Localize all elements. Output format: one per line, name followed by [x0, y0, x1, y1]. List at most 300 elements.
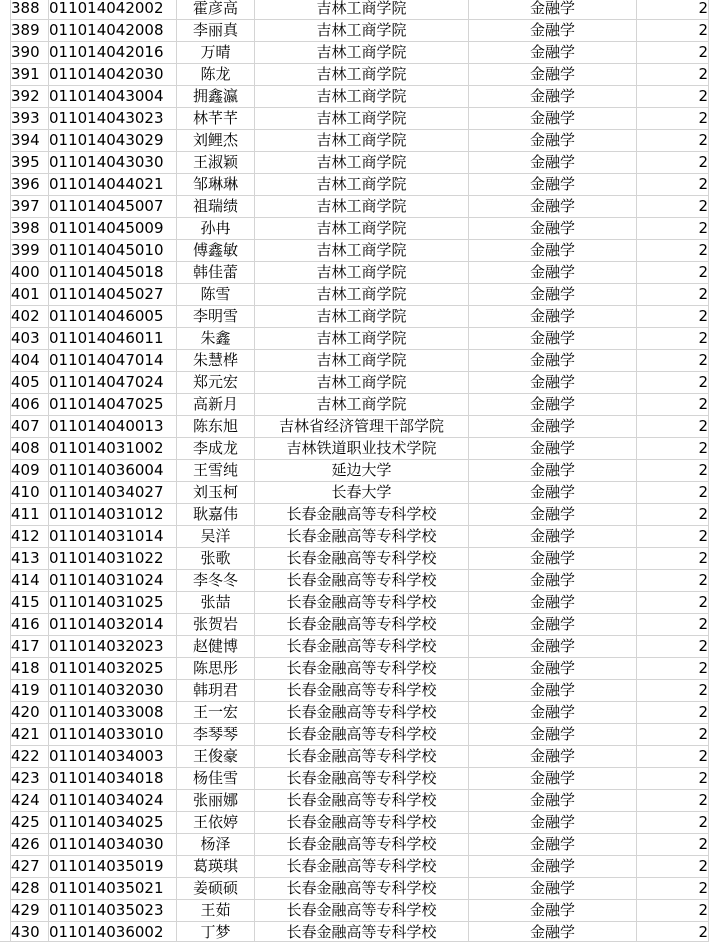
row-number-cell: 424 [11, 790, 49, 812]
row-number-cell: 402 [11, 306, 49, 328]
batch-cell: 2 [637, 64, 709, 86]
row-number-cell: 408 [11, 438, 49, 460]
exam-id-cell: 011014034025 [49, 812, 177, 834]
school-name-cell: 吉林铁道职业技术学院 [255, 438, 469, 460]
exam-id-cell: 011014045027 [49, 284, 177, 306]
student-name-cell: 赵健博 [177, 636, 255, 658]
exam-id-cell: 011014031014 [49, 526, 177, 548]
major-cell: 金融学 [469, 614, 637, 636]
row-number-cell: 399 [11, 240, 49, 262]
student-name-cell: 霍彦高 [177, 0, 255, 20]
school-name-cell: 长春金融高等专科学校 [255, 746, 469, 768]
school-name-cell: 吉林工商学院 [255, 86, 469, 108]
student-name-cell: 刘鲤杰 [177, 130, 255, 152]
row-number-cell: 422 [11, 746, 49, 768]
batch-cell: 2 [637, 438, 709, 460]
major-cell: 金融学 [469, 746, 637, 768]
student-name-cell: 陈雪 [177, 284, 255, 306]
exam-id-cell: 011014032014 [49, 614, 177, 636]
table-row [11, 900, 709, 922]
student-name-cell: 张丽娜 [177, 790, 255, 812]
batch-cell: 2 [637, 614, 709, 636]
batch-cell: 2 [637, 592, 709, 614]
major-cell: 金融学 [469, 460, 637, 482]
row-number-cell: 425 [11, 812, 49, 834]
table-row [11, 504, 709, 526]
table-row [11, 196, 709, 218]
major-cell: 金融学 [469, 174, 637, 196]
batch-cell: 2 [637, 196, 709, 218]
table-row [11, 64, 709, 86]
table-row [11, 614, 709, 636]
row-number-cell: 415 [11, 592, 49, 614]
major-cell: 金融学 [469, 20, 637, 42]
school-name-cell: 长春金融高等专科学校 [255, 724, 469, 746]
table-row [11, 482, 709, 504]
row-number-cell: 395 [11, 152, 49, 174]
major-cell: 金融学 [469, 218, 637, 240]
batch-cell: 2 [637, 878, 709, 900]
school-name-cell: 长春金融高等专科学校 [255, 680, 469, 702]
student-name-cell: 韩玥君 [177, 680, 255, 702]
major-cell: 金融学 [469, 922, 637, 944]
school-name-cell: 长春金融高等专科学校 [255, 548, 469, 570]
batch-cell: 2 [637, 746, 709, 768]
school-name-cell: 吉林工商学院 [255, 240, 469, 262]
student-name-cell: 陈东旭 [177, 416, 255, 438]
school-name-cell: 吉林工商学院 [255, 108, 469, 130]
student-name-cell: 张喆 [177, 592, 255, 614]
school-name-cell: 吉林工商学院 [255, 130, 469, 152]
batch-cell: 2 [637, 218, 709, 240]
exam-id-cell: 011014035021 [49, 878, 177, 900]
student-name-cell: 丁梦 [177, 922, 255, 944]
next-row-partial [0, 941, 709, 947]
batch-cell: 2 [637, 900, 709, 922]
row-number-cell: 416 [11, 614, 49, 636]
exam-id-cell: 011014047025 [49, 394, 177, 416]
exam-id-cell: 011014044021 [49, 174, 177, 196]
school-name-cell: 吉林工商学院 [255, 372, 469, 394]
school-name-cell: 吉林工商学院 [255, 42, 469, 64]
row-number-cell: 411 [11, 504, 49, 526]
major-cell: 金融学 [469, 284, 637, 306]
batch-cell: 2 [637, 834, 709, 856]
student-name-cell: 杨泽 [177, 834, 255, 856]
school-name-cell: 吉林工商学院 [255, 262, 469, 284]
batch-cell: 2 [637, 724, 709, 746]
table-row [11, 0, 709, 20]
major-cell: 金融学 [469, 350, 637, 372]
student-name-cell: 陈龙 [177, 64, 255, 86]
major-cell: 金融学 [469, 702, 637, 724]
row-number-cell: 393 [11, 108, 49, 130]
major-cell: 金融学 [469, 394, 637, 416]
school-name-cell: 长春金融高等专科学校 [255, 812, 469, 834]
student-name-cell: 朱鑫 [177, 328, 255, 350]
student-name-cell: 祖瑞绩 [177, 196, 255, 218]
major-cell: 金融学 [469, 86, 637, 108]
school-name-cell: 长春金融高等专科学校 [255, 856, 469, 878]
school-name-cell: 长春金融高等专科学校 [255, 592, 469, 614]
student-name-cell: 李冬冬 [177, 570, 255, 592]
school-name-cell: 长春金融高等专科学校 [255, 878, 469, 900]
student-name-cell: 李琴琴 [177, 724, 255, 746]
row-number-cell: 412 [11, 526, 49, 548]
exam-id-cell: 011014045018 [49, 262, 177, 284]
exam-id-cell: 011014042016 [49, 42, 177, 64]
table-row [11, 328, 709, 350]
batch-cell: 2 [637, 768, 709, 790]
exam-id-cell: 011014034024 [49, 790, 177, 812]
table-row [11, 592, 709, 614]
exam-id-cell: 011014031025 [49, 592, 177, 614]
exam-id-cell: 011014033008 [49, 702, 177, 724]
table-body [11, 0, 709, 944]
school-name-cell: 长春大学 [255, 482, 469, 504]
row-number-cell: 420 [11, 702, 49, 724]
table-row [11, 856, 709, 878]
table-row [11, 812, 709, 834]
batch-cell: 2 [637, 416, 709, 438]
table-row [11, 130, 709, 152]
exam-id-cell: 011014031012 [49, 504, 177, 526]
school-name-cell: 长春金融高等专科学校 [255, 790, 469, 812]
exam-id-cell: 011014045009 [49, 218, 177, 240]
batch-cell: 2 [637, 306, 709, 328]
exam-id-cell: 011014043029 [49, 130, 177, 152]
major-cell: 金融学 [469, 0, 637, 20]
exam-id-cell: 011014047014 [49, 350, 177, 372]
batch-cell: 2 [637, 240, 709, 262]
major-cell: 金融学 [469, 790, 637, 812]
student-name-cell: 李成龙 [177, 438, 255, 460]
student-name-cell: 高新月 [177, 394, 255, 416]
school-name-cell: 长春金融高等专科学校 [255, 526, 469, 548]
row-number-cell: 423 [11, 768, 49, 790]
exam-id-cell: 011014045007 [49, 196, 177, 218]
school-name-cell: 长春金融高等专科学校 [255, 636, 469, 658]
row-number-cell: 429 [11, 900, 49, 922]
school-name-cell: 长春金融高等专科学校 [255, 900, 469, 922]
school-name-cell: 吉林工商学院 [255, 0, 469, 20]
row-number-cell: 410 [11, 482, 49, 504]
major-cell: 金融学 [469, 416, 637, 438]
table-row [11, 416, 709, 438]
batch-cell: 2 [637, 328, 709, 350]
batch-cell: 2 [637, 372, 709, 394]
table-row [11, 372, 709, 394]
school-name-cell: 吉林工商学院 [255, 328, 469, 350]
batch-cell: 2 [637, 262, 709, 284]
row-number-cell: 389 [11, 20, 49, 42]
batch-cell: 2 [637, 20, 709, 42]
batch-cell: 2 [637, 174, 709, 196]
exam-id-cell: 011014036004 [49, 460, 177, 482]
exam-id-cell: 011014033010 [49, 724, 177, 746]
row-number-cell: 400 [11, 262, 49, 284]
student-name-cell: 邹琳琳 [177, 174, 255, 196]
table-row [11, 86, 709, 108]
batch-cell: 2 [637, 790, 709, 812]
major-cell: 金融学 [469, 526, 637, 548]
major-cell: 金融学 [469, 196, 637, 218]
student-name-cell: 王雪纯 [177, 460, 255, 482]
school-name-cell: 长春金融高等专科学校 [255, 658, 469, 680]
left-gutter [0, 0, 10, 947]
major-cell: 金融学 [469, 152, 637, 174]
student-name-cell: 吴洋 [177, 526, 255, 548]
student-name-cell: 张歌 [177, 548, 255, 570]
exam-id-cell: 011014046005 [49, 306, 177, 328]
student-name-cell: 李明雪 [177, 306, 255, 328]
exam-id-cell: 011014042030 [49, 64, 177, 86]
student-name-cell: 刘玉柯 [177, 482, 255, 504]
batch-cell: 2 [637, 284, 709, 306]
exam-id-cell: 011014043004 [49, 86, 177, 108]
school-name-cell: 吉林工商学院 [255, 196, 469, 218]
exam-id-cell: 011014034018 [49, 768, 177, 790]
school-name-cell: 长春金融高等专科学校 [255, 614, 469, 636]
table-row [11, 636, 709, 658]
school-name-cell: 吉林工商学院 [255, 218, 469, 240]
table-row [11, 768, 709, 790]
student-name-cell: 耿嘉伟 [177, 504, 255, 526]
batch-cell: 2 [637, 922, 709, 944]
student-name-cell: 杨佳雪 [177, 768, 255, 790]
major-cell: 金融学 [469, 680, 637, 702]
major-cell: 金融学 [469, 768, 637, 790]
table-row [11, 548, 709, 570]
student-name-cell: 拥鑫瀛 [177, 86, 255, 108]
table-row [11, 702, 709, 724]
row-number-cell: 403 [11, 328, 49, 350]
batch-cell: 2 [637, 482, 709, 504]
batch-cell: 2 [637, 570, 709, 592]
major-cell: 金融学 [469, 42, 637, 64]
school-name-cell: 吉林省经济管理干部学院 [255, 416, 469, 438]
table-row [11, 218, 709, 240]
major-cell: 金融学 [469, 636, 637, 658]
exam-id-cell: 011014031022 [49, 548, 177, 570]
table-row [11, 526, 709, 548]
table-row [11, 724, 709, 746]
student-name-cell: 王茹 [177, 900, 255, 922]
exam-id-cell: 011014031024 [49, 570, 177, 592]
batch-cell: 2 [637, 812, 709, 834]
exam-id-cell: 011014042002 [49, 0, 177, 20]
student-name-cell: 王俊豪 [177, 746, 255, 768]
row-number-cell: 407 [11, 416, 49, 438]
student-name-cell: 郑元宏 [177, 372, 255, 394]
major-cell: 金融学 [469, 878, 637, 900]
student-name-cell: 韩佳蕾 [177, 262, 255, 284]
major-cell: 金融学 [469, 900, 637, 922]
batch-cell: 2 [637, 108, 709, 130]
row-number-cell: 405 [11, 372, 49, 394]
student-name-cell: 万晴 [177, 42, 255, 64]
major-cell: 金融学 [469, 482, 637, 504]
row-number-cell: 396 [11, 174, 49, 196]
student-name-cell: 陈思彤 [177, 658, 255, 680]
row-number-cell: 418 [11, 658, 49, 680]
row-number-cell: 401 [11, 284, 49, 306]
table-row [11, 20, 709, 42]
school-name-cell: 延边大学 [255, 460, 469, 482]
school-name-cell: 吉林工商学院 [255, 284, 469, 306]
table-row [11, 460, 709, 482]
row-number-cell: 404 [11, 350, 49, 372]
table-row [11, 790, 709, 812]
student-name-cell: 林芊芊 [177, 108, 255, 130]
table-row [11, 262, 709, 284]
school-name-cell: 长春金融高等专科学校 [255, 768, 469, 790]
table-row [11, 680, 709, 702]
school-name-cell: 吉林工商学院 [255, 394, 469, 416]
batch-cell: 2 [637, 460, 709, 482]
student-name-cell: 姜硕硕 [177, 878, 255, 900]
table-row [11, 878, 709, 900]
results-table [10, 0, 709, 944]
row-number-cell: 417 [11, 636, 49, 658]
student-name-cell: 李丽真 [177, 20, 255, 42]
exam-id-cell: 011014045010 [49, 240, 177, 262]
exam-id-cell: 011014032023 [49, 636, 177, 658]
major-cell: 金融学 [469, 592, 637, 614]
exam-id-cell: 011014043030 [49, 152, 177, 174]
row-number-cell: 413 [11, 548, 49, 570]
table-row [11, 350, 709, 372]
table-row [11, 394, 709, 416]
batch-cell: 2 [637, 658, 709, 680]
major-cell: 金融学 [469, 834, 637, 856]
exam-id-cell: 011014040013 [49, 416, 177, 438]
student-name-cell: 葛瑛琪 [177, 856, 255, 878]
student-name-cell: 王依婷 [177, 812, 255, 834]
batch-cell: 2 [637, 130, 709, 152]
exam-id-cell: 011014032030 [49, 680, 177, 702]
major-cell: 金融学 [469, 372, 637, 394]
row-number-cell: 427 [11, 856, 49, 878]
exam-id-cell: 011014031002 [49, 438, 177, 460]
student-name-cell: 王一宏 [177, 702, 255, 724]
row-number-cell: 398 [11, 218, 49, 240]
row-number-cell: 421 [11, 724, 49, 746]
student-name-cell: 傅鑫敏 [177, 240, 255, 262]
exam-id-cell: 011014047024 [49, 372, 177, 394]
major-cell: 金融学 [469, 548, 637, 570]
major-cell: 金融学 [469, 328, 637, 350]
batch-cell: 2 [637, 394, 709, 416]
school-name-cell: 吉林工商学院 [255, 350, 469, 372]
major-cell: 金融学 [469, 504, 637, 526]
student-name-cell: 孙冉 [177, 218, 255, 240]
table-row [11, 284, 709, 306]
major-cell: 金融学 [469, 724, 637, 746]
table-row [11, 108, 709, 130]
row-number-cell: 419 [11, 680, 49, 702]
major-cell: 金融学 [469, 240, 637, 262]
batch-cell: 2 [637, 702, 709, 724]
school-name-cell: 长春金融高等专科学校 [255, 702, 469, 724]
row-number-cell: 392 [11, 86, 49, 108]
school-name-cell: 吉林工商学院 [255, 64, 469, 86]
table-row [11, 658, 709, 680]
exam-id-cell: 011014034027 [49, 482, 177, 504]
major-cell: 金融学 [469, 856, 637, 878]
batch-cell: 2 [637, 86, 709, 108]
major-cell: 金融学 [469, 262, 637, 284]
major-cell: 金融学 [469, 812, 637, 834]
school-name-cell: 长春金融高等专科学校 [255, 504, 469, 526]
table-row [11, 570, 709, 592]
major-cell: 金融学 [469, 570, 637, 592]
exam-id-cell: 011014034030 [49, 834, 177, 856]
major-cell: 金融学 [469, 306, 637, 328]
exam-id-cell: 011014036002 [49, 922, 177, 944]
batch-cell: 2 [637, 680, 709, 702]
exam-id-cell: 011014042008 [49, 20, 177, 42]
batch-cell: 2 [637, 856, 709, 878]
exam-id-cell: 011014032025 [49, 658, 177, 680]
row-number-cell: 430 [11, 922, 49, 944]
row-number-cell: 406 [11, 394, 49, 416]
major-cell: 金融学 [469, 130, 637, 152]
major-cell: 金融学 [469, 64, 637, 86]
table-row [11, 240, 709, 262]
batch-cell: 2 [637, 526, 709, 548]
batch-cell: 2 [637, 152, 709, 174]
student-name-cell: 王淑颖 [177, 152, 255, 174]
student-name-cell: 张贺岩 [177, 614, 255, 636]
major-cell: 金融学 [469, 438, 637, 460]
row-number-cell: 390 [11, 42, 49, 64]
school-name-cell: 吉林工商学院 [255, 20, 469, 42]
table-row [11, 306, 709, 328]
exam-id-cell: 011014046011 [49, 328, 177, 350]
batch-cell: 2 [637, 504, 709, 526]
row-number-cell: 428 [11, 878, 49, 900]
school-name-cell: 吉林工商学院 [255, 174, 469, 196]
student-name-cell: 朱慧桦 [177, 350, 255, 372]
row-number-cell: 426 [11, 834, 49, 856]
batch-cell: 2 [637, 42, 709, 64]
batch-cell: 2 [637, 350, 709, 372]
school-name-cell: 吉林工商学院 [255, 306, 469, 328]
row-number-cell: 409 [11, 460, 49, 482]
school-name-cell: 长春金融高等专科学校 [255, 922, 469, 944]
row-number-cell: 388 [11, 0, 49, 20]
exam-id-cell: 011014034003 [49, 746, 177, 768]
major-cell: 金融学 [469, 658, 637, 680]
school-name-cell: 长春金融高等专科学校 [255, 834, 469, 856]
batch-cell: 2 [637, 0, 709, 20]
row-number-cell: 397 [11, 196, 49, 218]
row-number-cell: 394 [11, 130, 49, 152]
row-number-cell: 414 [11, 570, 49, 592]
exam-id-cell: 011014043023 [49, 108, 177, 130]
table-row [11, 746, 709, 768]
batch-cell: 2 [637, 548, 709, 570]
batch-cell: 2 [637, 636, 709, 658]
table-row [11, 174, 709, 196]
school-name-cell: 吉林工商学院 [255, 152, 469, 174]
row-number-cell: 391 [11, 64, 49, 86]
exam-id-cell: 011014035023 [49, 900, 177, 922]
school-name-cell: 长春金融高等专科学校 [255, 570, 469, 592]
table-row [11, 834, 709, 856]
table-row [11, 438, 709, 460]
